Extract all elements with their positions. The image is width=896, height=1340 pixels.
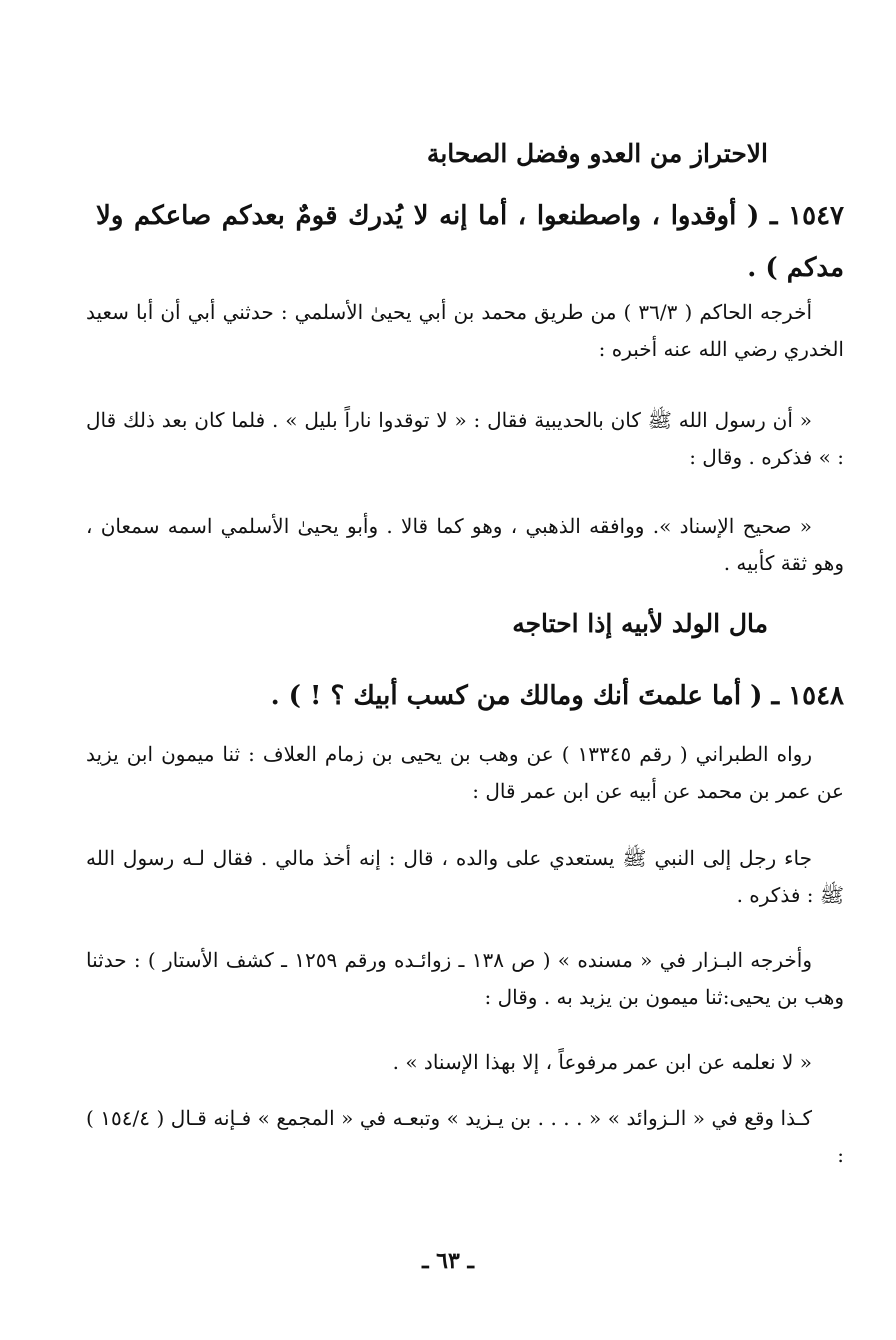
commentary-paragraph: كـذا وقع في « الـزوائد » « . . . . بن يـزيد » وتبعـه في « المجمع » فـإنه قـال ( ١٥٤/٤ ) :: [86, 1106, 844, 1167]
hadith-text: ١٥٤٧ ـ ( أوقدوا ، واصطنعوا ، أما إنه لا يُدرك قومٌ بعدكم صاعكم ولا مدكم ) .: [96, 201, 844, 283]
commentary-paragraph: « صحيح الإسناد ». ووافقه الذهبي ، وهو كما قالا . وأبو يحيىٰ الأسلمي اسمه سمعان ، وهو ثقة كأبيه .: [86, 514, 844, 575]
section-heading: مال الولد لأبيه إذا احتاجه: [512, 609, 768, 638]
hadith-text: ١٥٤٨ ـ ( أما علمتَ أنك ومالك من كسب أبيك ؟ ! ) .: [270, 681, 844, 711]
page-number: ـ ٦٣ ـ: [422, 1248, 474, 1274]
commentary-paragraph: رواه الطبراني ( رقم ١٣٣٤٥ ) عن وهب بن يحيى بن زمام العلاف : ثنا ميمون ابن يزيد عن عمر بن محمد عن أبيه عن ابن عمر قال :: [86, 742, 844, 803]
commentary-paragraph: وأخرجه البـزار في « مسنده » ( ص ١٣٨ ـ زوائـده ورقم ١٢٥٩ ـ كشف الأستار ) : حدثنا وهب بن يحيى:ثنا ميمون بن يزيد به . وقال :: [86, 948, 844, 1009]
commentary-paragraph: « أن رسول الله ﷺ كان بالحديبية فقال : « لا توقدوا ناراً بليل » . فلما كان بعد ذلك قال : » فذكره . وقال :: [86, 408, 844, 469]
commentary-paragraph: جاء رجل إلى النبي ﷺ يستعدي على والده ، قال : إنه أخذ مالي . فقال لـه رسول الله ﷺ : فذكره .: [86, 846, 844, 907]
commentary-paragraph: أخرجه الحاكم ( ٣٦/٣ ) من طريق محمد بن أبي يحيىٰ الأسلمي : حدثني أبي أن أبا سعيد الخدري رضي الله عنه أخبره :: [86, 300, 844, 361]
quoted-statement: « لا نعلمه عن ابن عمر مرفوعاً ، إلا بهذا الإسناد » .: [392, 1050, 812, 1074]
section-heading: الاحتراز من العدو وفضل الصحابة: [426, 139, 768, 168]
